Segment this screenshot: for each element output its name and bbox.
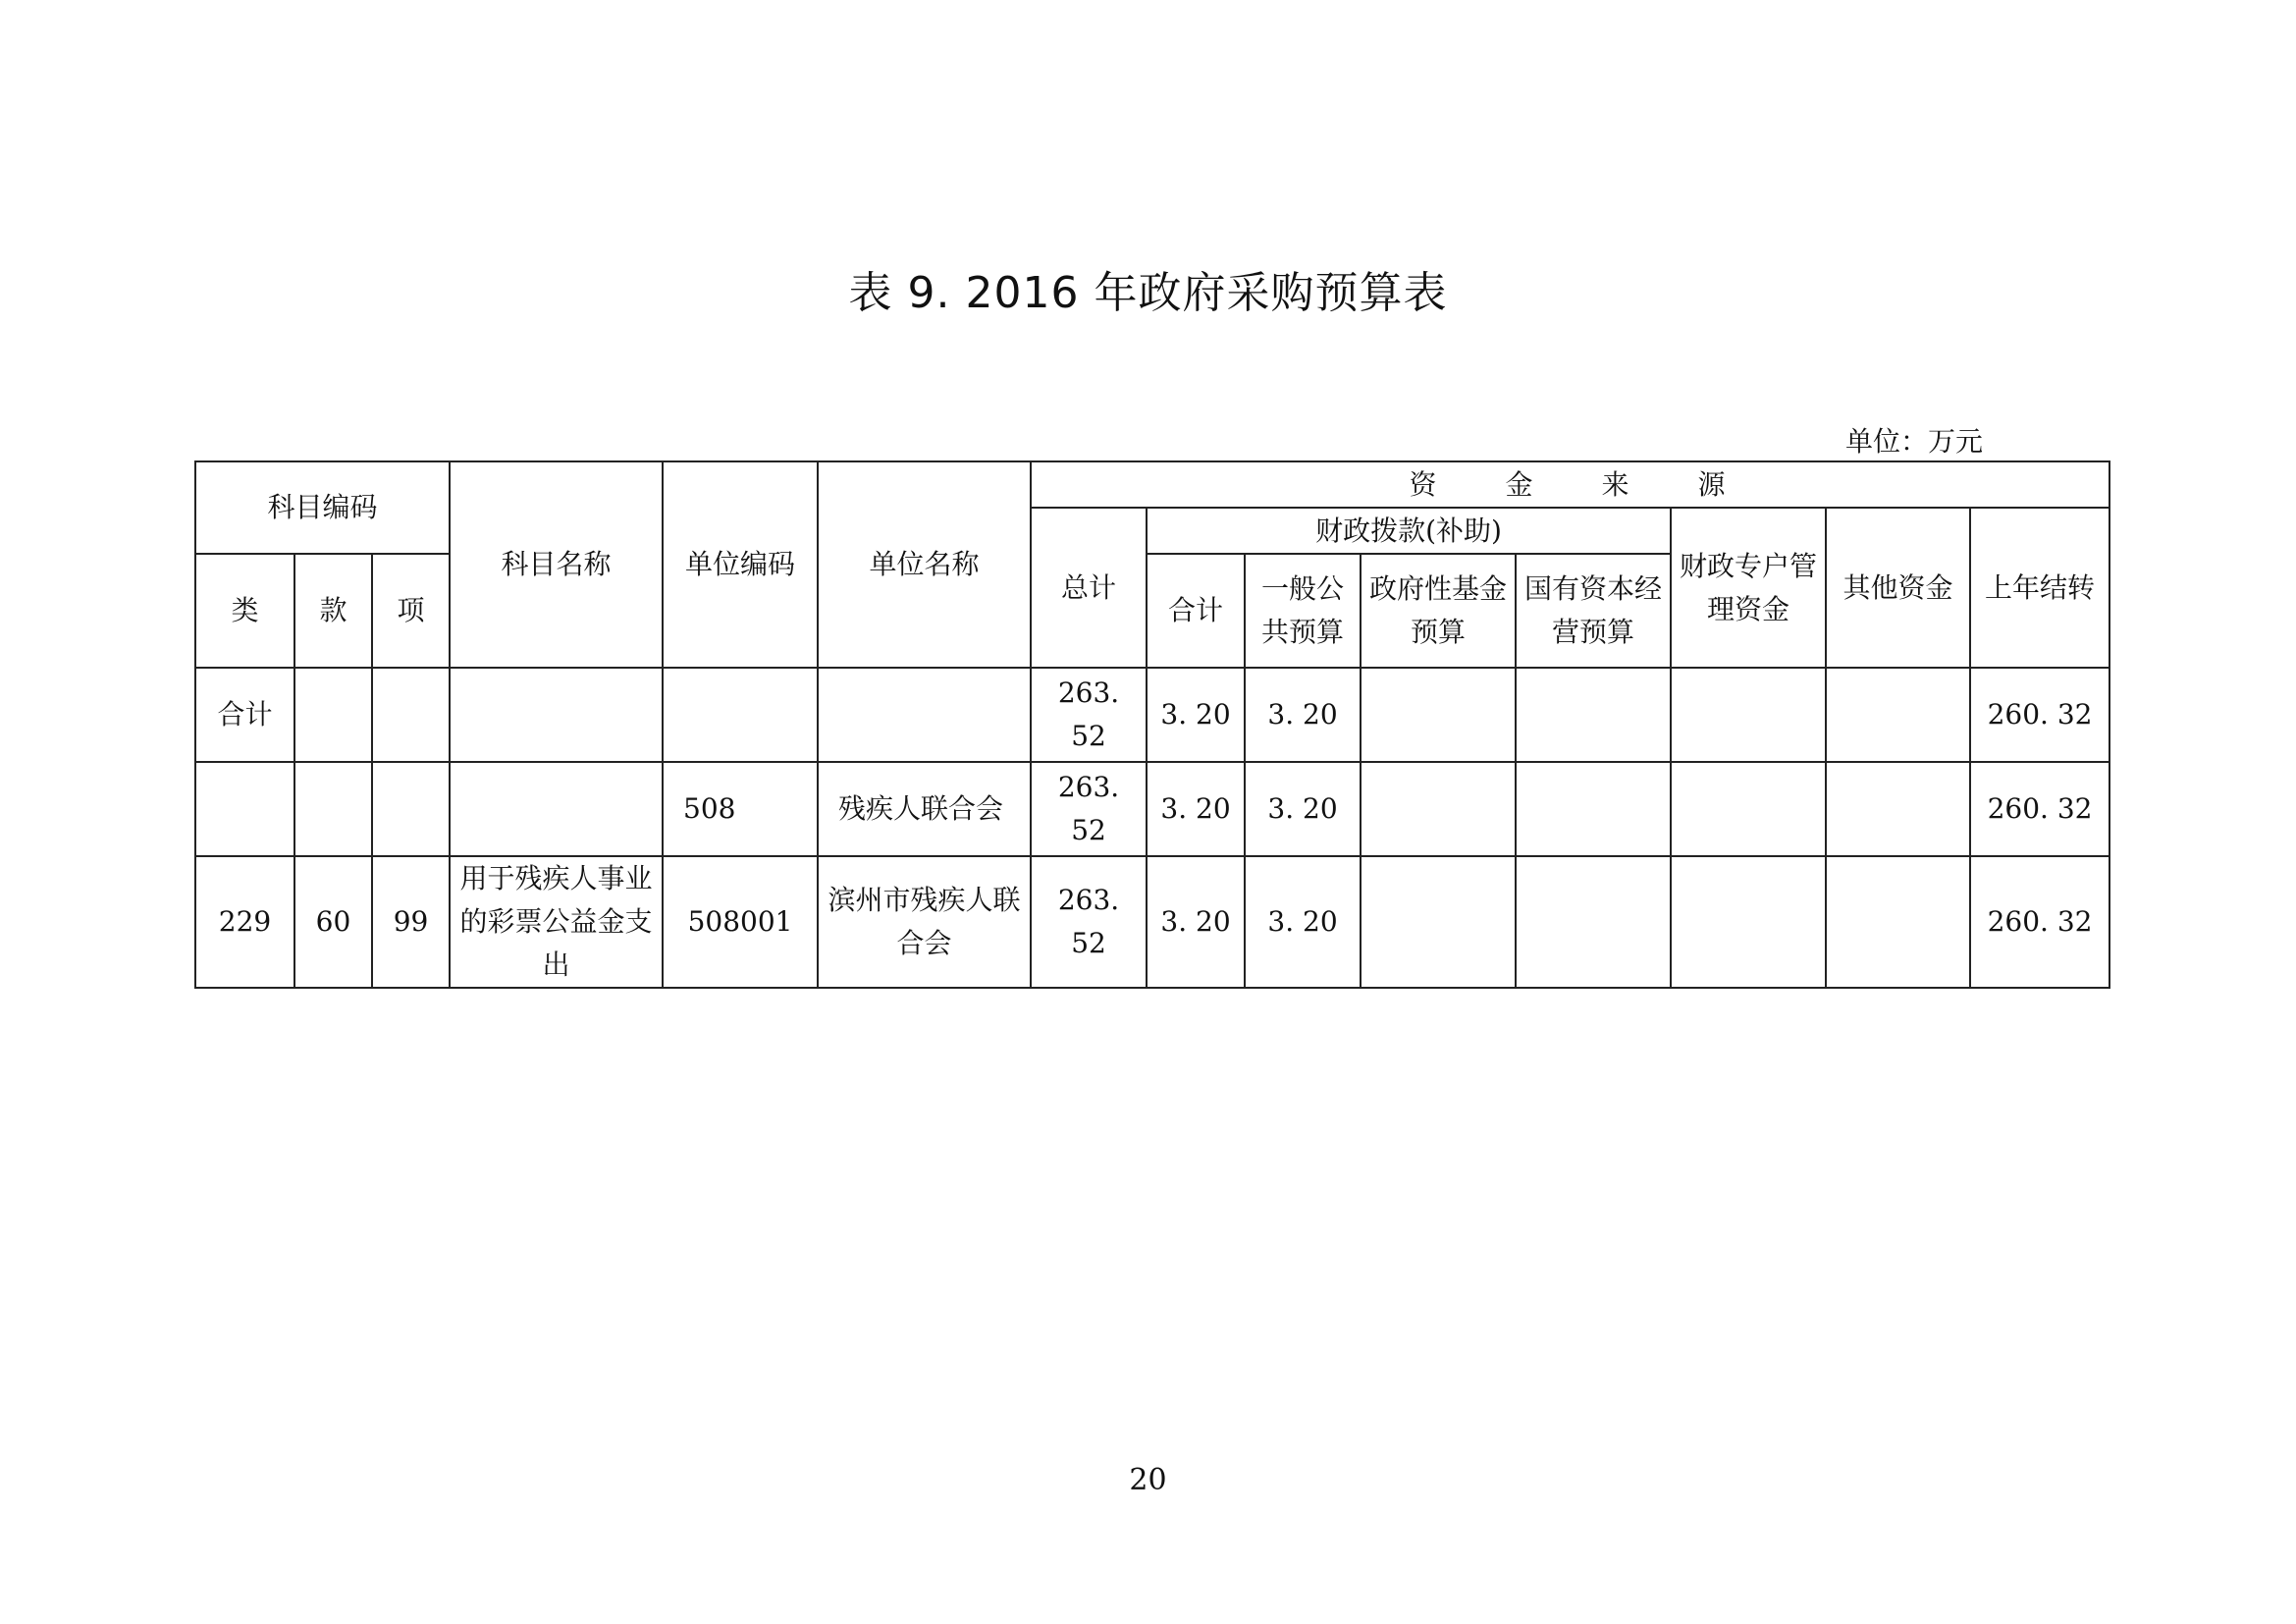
cell-other-funds <box>1826 762 1970 856</box>
cell-xiang: 99 <box>372 856 450 988</box>
cell-unit-code <box>663 668 818 762</box>
header-subject-name: 科目名称 <box>450 461 663 668</box>
header-funding-source: 资金来源 <box>1031 461 2109 508</box>
header-fiscal-allocation: 财政拨款(补助) <box>1147 508 1671 554</box>
cell-gov-fund <box>1361 762 1516 856</box>
header-other-funds: 其他资金 <box>1826 508 1970 668</box>
cell-lei <box>195 762 294 856</box>
cell-kuan <box>294 668 372 762</box>
cell-gov-fund <box>1361 856 1516 988</box>
cell-lei: 合计 <box>195 668 294 762</box>
cell-lei: 229 <box>195 856 294 988</box>
cell-fiscal-special <box>1671 856 1826 988</box>
cell-unit-code: 508001 <box>663 856 818 988</box>
cell-xiang <box>372 668 450 762</box>
cell-state-capital <box>1516 856 1671 988</box>
header-fiscal-special: 财政专户管理资金 <box>1671 508 1826 668</box>
cell-fiscal-special <box>1671 762 1826 856</box>
cell-kuan: 60 <box>294 856 372 988</box>
cell-fa-total: 3. 20 <box>1147 856 1245 988</box>
cell-unit-name: 滨州市残疾人联合会 <box>818 856 1031 988</box>
header-state-capital: 国有资本经营预算 <box>1516 554 1671 668</box>
cell-fa-total: 3. 20 <box>1147 668 1245 762</box>
header-general-public: 一般公共预算 <box>1245 554 1361 668</box>
header-lei: 类 <box>195 554 294 668</box>
header-carryover: 上年结转 <box>1970 508 2109 668</box>
table-row-subunit <box>195 856 2109 988</box>
header-unit-name: 单位名称 <box>818 461 1031 668</box>
cell-unit-name: 残疾人联合会 <box>818 762 1031 856</box>
cell-state-capital <box>1516 668 1671 762</box>
page-title: 表 9. 2016 年政府采购预算表 <box>848 268 1448 318</box>
cell-carryover: 260. 32 <box>1970 668 2109 762</box>
cell-total: 263. 52 <box>1031 762 1147 856</box>
cell-xiang <box>372 762 450 856</box>
cell-carryover: 260. 32 <box>1970 856 2109 988</box>
header-xiang: 项 <box>372 554 450 668</box>
cell-other-funds <box>1826 668 1970 762</box>
cell-total: 263. 52 <box>1031 668 1147 762</box>
unit-label: 单位：万元 <box>1845 425 1984 458</box>
table-row-unit <box>195 762 2109 856</box>
cell-state-capital <box>1516 762 1671 856</box>
cell-general-public: 3. 20 <box>1245 856 1361 988</box>
cell-fiscal-special <box>1671 668 1826 762</box>
table-row-total <box>195 668 2109 762</box>
cell-unit-code: 508 <box>663 762 818 856</box>
cell-subject-name <box>450 762 663 856</box>
cell-unit-name <box>818 668 1031 762</box>
header-total: 总计 <box>1031 508 1147 668</box>
cell-gov-fund <box>1361 668 1516 762</box>
page-number: 20 <box>1129 1463 1167 1497</box>
header-fa-total: 合计 <box>1147 554 1245 668</box>
header-kuan: 款 <box>294 554 372 668</box>
header-gov-fund: 政府性基金预算 <box>1361 554 1516 668</box>
cell-general-public: 3. 20 <box>1245 762 1361 856</box>
budget-table <box>194 460 2110 989</box>
cell-carryover: 260. 32 <box>1970 762 2109 856</box>
cell-subject-name: 用于残疾人事业的彩票公益金支出 <box>450 856 663 988</box>
header-unit-code: 单位编码 <box>663 461 818 668</box>
header-subject-code: 科目编码 <box>195 461 450 554</box>
cell-fa-total: 3. 20 <box>1147 762 1245 856</box>
cell-general-public: 3. 20 <box>1245 668 1361 762</box>
cell-subject-name <box>450 668 663 762</box>
cell-other-funds <box>1826 856 1970 988</box>
cell-total: 263. 52 <box>1031 856 1147 988</box>
cell-kuan <box>294 762 372 856</box>
